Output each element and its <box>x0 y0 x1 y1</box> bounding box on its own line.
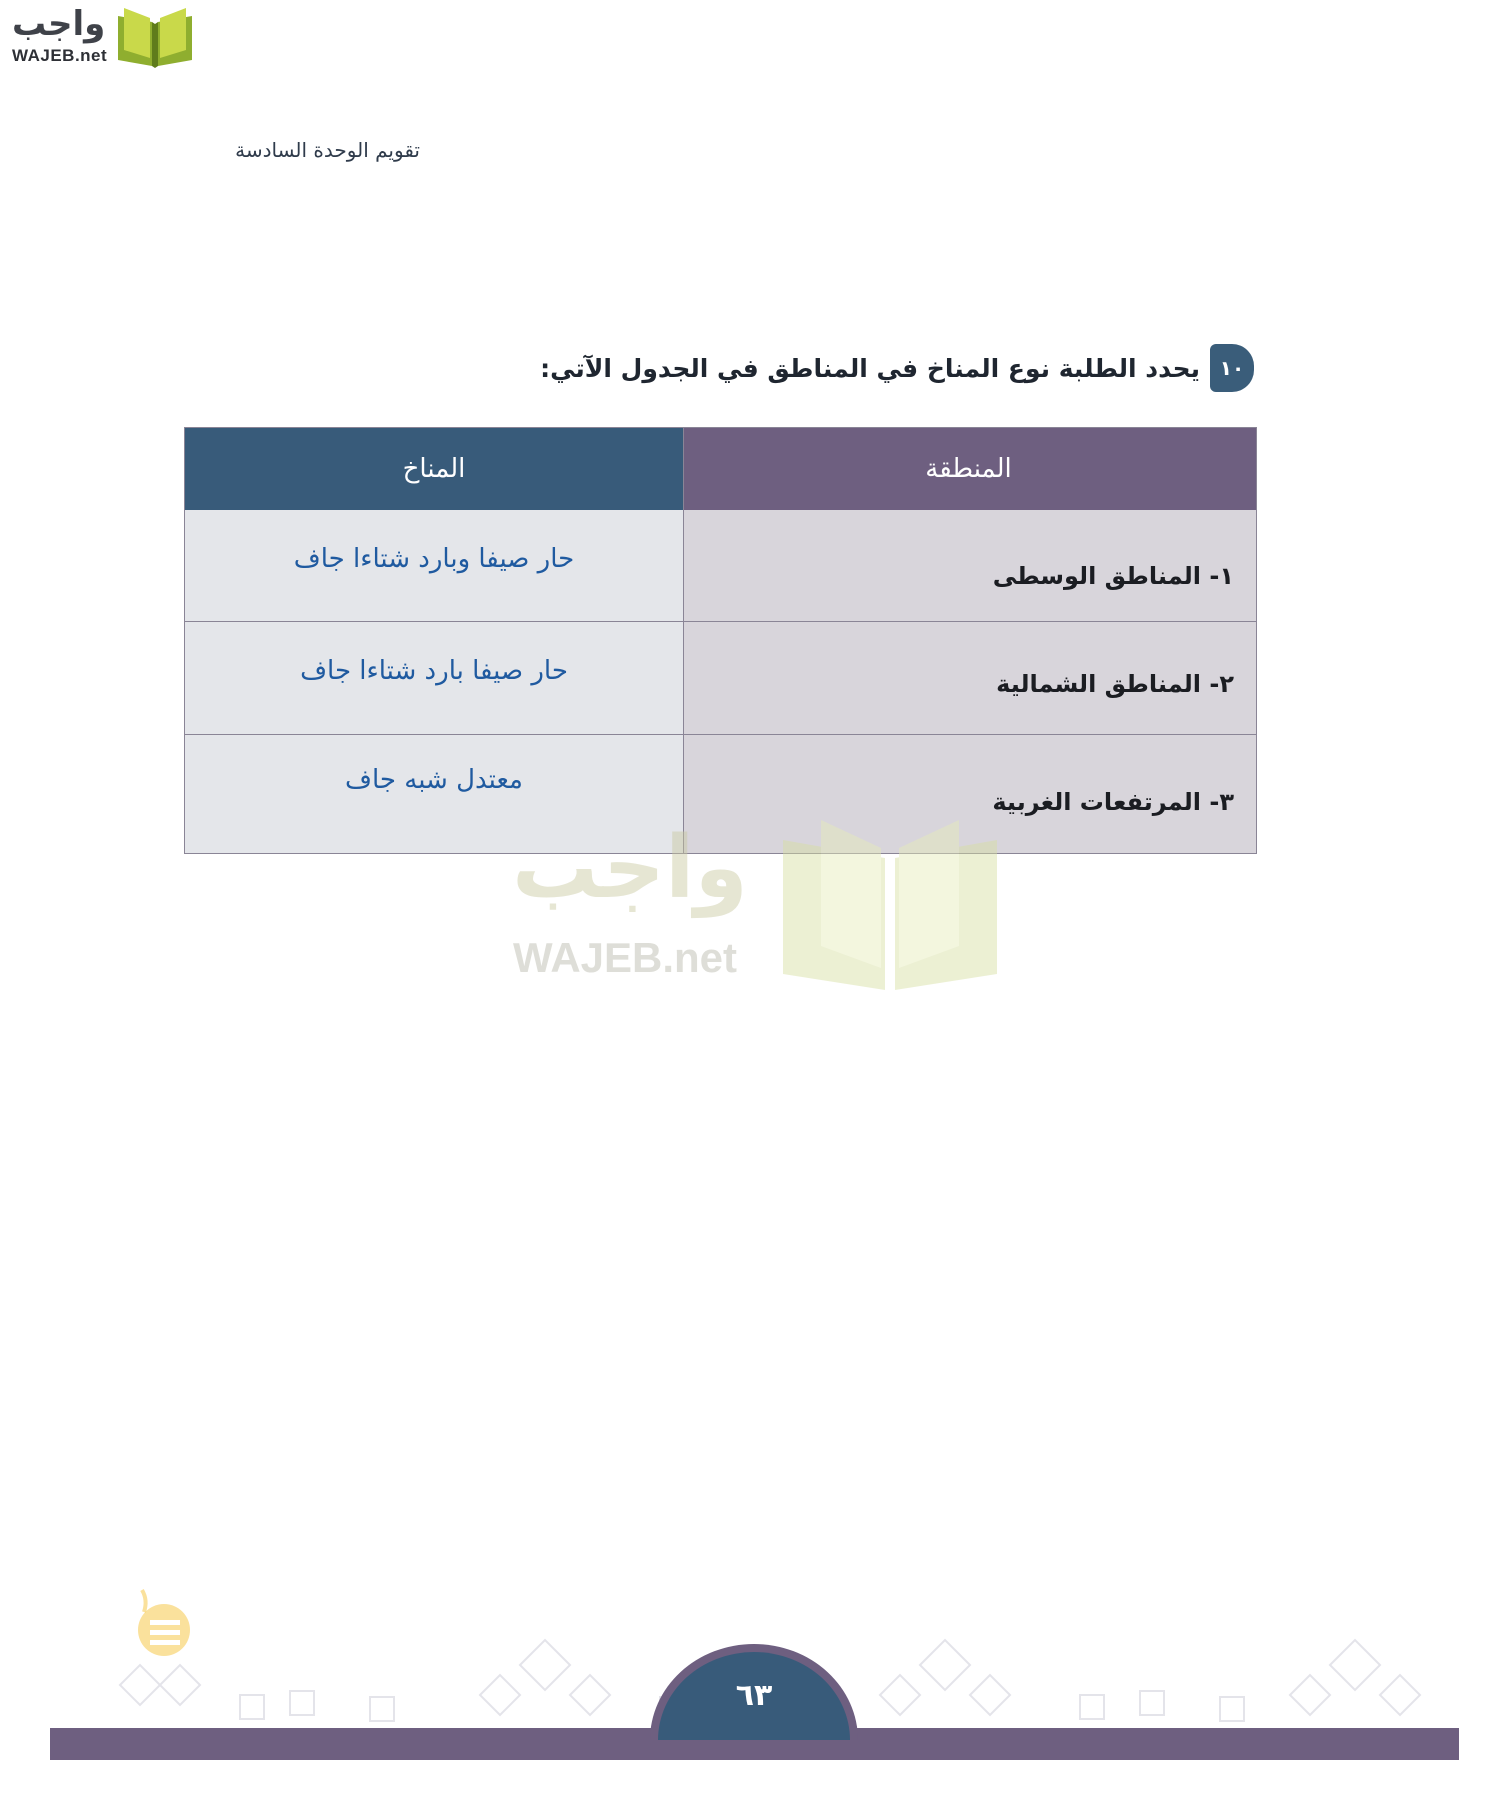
wajeb-logo[interactable] <box>8 4 193 68</box>
logo-arabic-text: واجب <box>12 4 106 44</box>
watermark-latin-text: WAJEB.net <box>513 934 738 981</box>
question-number-badge: ١٠ <box>1210 344 1254 392</box>
question <box>540 344 1254 392</box>
table-row-1-climate: حار صيفا وبارد شتاءا جاف <box>185 510 683 621</box>
table-row-3-climate: معتدل شبه جاف <box>185 735 683 853</box>
book-icon <box>114 6 196 68</box>
row-divider <box>185 734 1256 735</box>
table-row-3-region: ٣- المرتفعات الغربية <box>681 735 1256 853</box>
table-header-climate: المناخ <box>185 428 683 510</box>
watermark-book-icon <box>775 818 1005 993</box>
question-text: يحدد الطلبة نوع المناخ في المناطق في الجدول الآتي: <box>540 353 1200 383</box>
table-row-2-climate: حار صيفا بارد شتاءا جاف <box>185 622 683 734</box>
wajeb-watermark <box>505 818 1005 993</box>
logo-latin-text: WAJEB.net <box>12 46 108 65</box>
watermark-arabic-text: واجب <box>512 818 748 918</box>
table-row-2-region: ٢- المناطق الشمالية <box>681 622 1256 734</box>
climate-table <box>184 427 1257 854</box>
table-header-region: المنطقة <box>681 428 1256 510</box>
page-number: ٦٣ <box>735 1678 773 1713</box>
unit-title: تقويم الوحدة السادسة <box>235 138 420 162</box>
column-divider <box>683 428 684 853</box>
table-row-1-region: ١- المناطق الوسطى <box>681 510 1256 621</box>
row-divider <box>185 621 1256 622</box>
